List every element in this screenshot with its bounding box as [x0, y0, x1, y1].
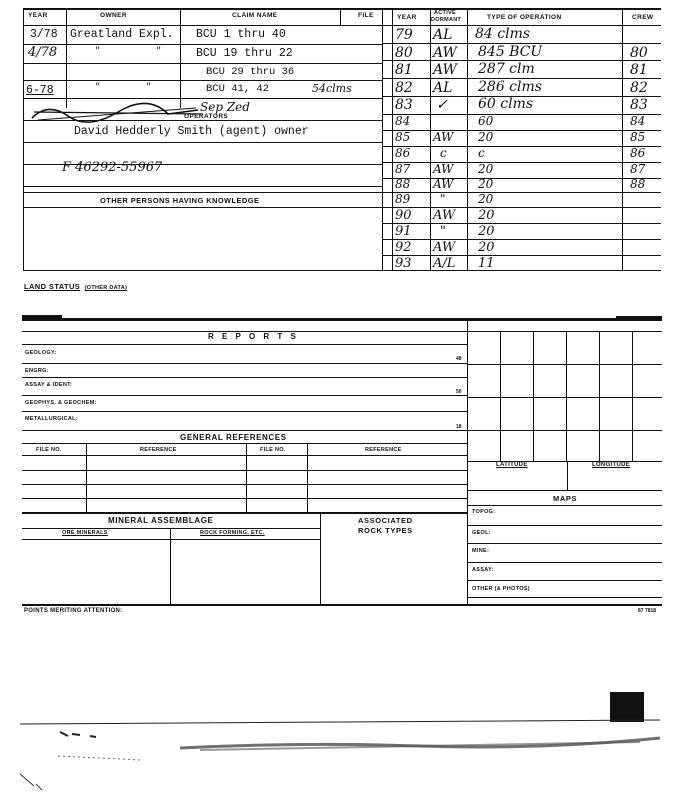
activity-row-10-status: AW	[433, 177, 454, 191]
activity-row-6-year: 84	[395, 114, 411, 128]
activity-row-13-status: "	[440, 224, 446, 239]
activity-row-4-operation: 286 clms	[478, 79, 542, 95]
activity-row-3-crew: 81	[630, 62, 648, 78]
owner-row-1-owner: Greatland Expl.	[70, 28, 174, 41]
report-metallurgical-label: METALLURGICAL:	[25, 416, 78, 422]
activity-row-9-year: 87	[395, 162, 411, 176]
header-owner: OWNER	[100, 12, 127, 19]
owner-row-2-year: 4/78	[28, 45, 58, 60]
maps-assay-label: ASSAY:	[472, 567, 494, 573]
activity-row-6-operation: 60	[478, 114, 494, 128]
header-file: FILE	[358, 12, 374, 19]
owner-row-2-owner-ditto: "	[156, 46, 162, 56]
activity-row-11-status: "	[440, 192, 446, 206]
header-crew: CREW	[632, 14, 654, 21]
general-references-title: GENERAL REFERENCES	[180, 433, 287, 442]
activity-row-12-operation: 20	[478, 208, 495, 223]
table-top-border	[23, 8, 661, 10]
separator-bar	[22, 318, 662, 321]
report-metallurgical-num: 18	[456, 424, 462, 430]
report-geology-num: 48	[456, 356, 462, 362]
activity-row-2-crew: 80	[630, 45, 648, 61]
maps-title: MAPS	[553, 494, 578, 503]
activity-row-5-operation: 60 clms	[478, 96, 534, 112]
reports-title: R E P O R T S	[208, 332, 299, 341]
report-geology-label: GEOLOGY:	[25, 350, 57, 356]
separator-left-tab	[22, 315, 62, 321]
land-status-heading	[24, 276, 127, 294]
activity-row-2-status: AW	[433, 45, 457, 61]
owner-row-2-claim: BCU 19 thru 22	[196, 47, 293, 60]
activity-row-14-year: 92	[395, 240, 412, 255]
ore-minerals-label: ORE MINERALS	[62, 530, 108, 536]
rock-forming-label: ROCK FORMING, ETC.	[200, 530, 265, 536]
latitude-label: LATITUDE	[496, 462, 528, 468]
owner-row-4-owner: "	[95, 82, 101, 92]
activity-row-11-operation: 20	[478, 192, 494, 206]
activity-row-10-year: 88	[395, 177, 411, 191]
owner-row-1-year: 3/78	[30, 28, 58, 41]
ref-file-no-2: FILE NO.	[260, 447, 286, 453]
owner-row-3-claim: BCU 29 thru 36	[206, 66, 295, 78]
ref-reference-2: REFERENCE	[365, 447, 402, 453]
activity-row-4-crew: 82	[630, 80, 648, 96]
activity-row-9-operation: 20	[478, 162, 494, 176]
struck-out-entry	[28, 100, 208, 124]
maps-mine-label: MINE:	[472, 548, 490, 554]
header-type-of-operation: TYPE OF OPERATION	[487, 14, 562, 21]
activity-row-14-status: AW	[433, 240, 456, 255]
owner-row-4-year: 6-78	[26, 84, 54, 97]
owner-row-5-owner: Sep Zed	[200, 100, 250, 114]
operator-row-3: F 46292-55967	[62, 160, 163, 175]
activity-row-10-crew: 88	[630, 177, 646, 191]
separator-right-tab	[616, 316, 662, 321]
activity-row-8-year: 86	[395, 146, 411, 160]
report-assay-label: ASSAY & IDENT:	[25, 382, 73, 388]
activity-row-5-year: 83	[395, 97, 413, 113]
longitude-label: LONGITUDE	[592, 462, 631, 468]
activity-row-6-crew: 84	[630, 114, 646, 128]
activity-row-7-operation: 20	[478, 130, 494, 144]
owner-row-4-note: 54clms	[312, 82, 352, 95]
activity-row-15-status: A/L	[433, 256, 456, 271]
activity-row-4-year: 82	[395, 80, 413, 96]
activity-row-1-status: AL	[433, 27, 453, 43]
header-claim-name: CLAIM NAME	[232, 12, 278, 19]
activity-row-3-status: AW	[433, 62, 457, 78]
activity-row-14-operation: 20	[478, 240, 495, 255]
activity-row-13-year: 91	[395, 224, 412, 239]
activity-row-9-crew: 87	[630, 162, 646, 176]
owner-row-4-claim: BCU 41, 42	[206, 83, 270, 95]
operators-label: OPERATORS	[184, 113, 229, 120]
other-persons-label: OTHER PERSONS HAVING KNOWLEDGE	[100, 196, 260, 205]
report-assay-num: 50	[456, 389, 462, 395]
activity-row-3-year: 81	[395, 62, 413, 78]
activity-row-15-year: 93	[395, 256, 412, 271]
owner-row-1-claim: BCU 1 thru 40	[196, 28, 286, 41]
ref-file-no-1: FILE NO.	[36, 447, 62, 453]
activity-row-8-status: c	[440, 146, 447, 160]
activity-row-5-crew: 83	[630, 97, 648, 113]
ref-reference-1: REFERENCE	[140, 447, 177, 453]
activity-row-7-crew: 85	[630, 130, 646, 144]
activity-row-8-operation: c	[478, 146, 485, 160]
activity-row-7-year: 85	[395, 130, 411, 144]
activity-row-2-year: 80	[395, 45, 413, 61]
activity-row-13-operation: 20	[478, 224, 495, 239]
report-engrg-label: ENGRG:	[25, 368, 49, 374]
header-year: YEAR	[28, 12, 48, 19]
maps-other-label: OTHER (& PHOTOS)	[472, 586, 530, 592]
owner-row-2-owner: "	[95, 46, 101, 56]
header-active: ACTIVE	[434, 10, 456, 16]
activity-row-3-operation: 287 clm	[478, 61, 535, 77]
activity-row-7-status: AW	[433, 130, 454, 144]
land-status-label: LAND STATUS	[24, 282, 81, 291]
activity-row-12-status: AW	[433, 208, 456, 223]
activity-row-12-year: 90	[395, 208, 412, 223]
land-status-sub: (OTHER DATA)	[84, 285, 128, 291]
activity-row-8-crew: 86	[630, 146, 646, 160]
report-geophys-label: GEOPHYS. & GEOCHEM:	[25, 400, 97, 406]
maps-geol-label: GEOL:	[472, 530, 491, 536]
points-meriting-attention-label: POINTS MERITING ATTENTION:	[24, 608, 123, 614]
activity-row-15-operation: 11	[478, 256, 495, 271]
activity-row-11-year: 89	[395, 192, 411, 206]
scan-noise	[0, 690, 678, 806]
activity-row-1-operation: 84 clms	[475, 26, 531, 42]
header-year-2: YEAR	[397, 14, 417, 21]
activity-row-4-status: AL	[433, 80, 453, 96]
activity-row-2-operation: 845 BCU	[478, 44, 543, 60]
maps-topog-label: TOPOG:	[472, 509, 496, 515]
header-dormant: DORMANT	[431, 17, 462, 23]
form-number: 87 7818	[638, 608, 657, 614]
activity-row-9-status: AW	[433, 162, 454, 176]
rock-types-label: ROCK TYPES	[358, 526, 413, 535]
mineral-assemblage-title: MINERAL ASSEMBLAGE	[108, 516, 214, 525]
activity-row-5-status: ✓	[436, 97, 448, 113]
activity-row-10-operation: 20	[478, 177, 494, 191]
owner-row-4-owner-ditto: "	[146, 82, 152, 92]
operator-row-1: David Hedderly Smith (agent) owner	[74, 125, 309, 138]
activity-row-1-year: 79	[395, 27, 413, 43]
associated-label: ASSOCIATED	[358, 516, 413, 525]
